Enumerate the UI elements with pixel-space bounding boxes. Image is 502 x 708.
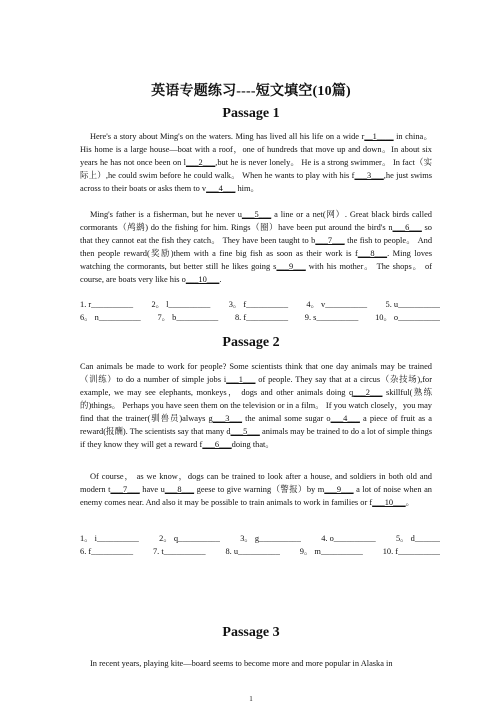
passage-text: skillful(熟练的)things。 Perhaps you have seen them on the television or in a film。 If you watch closely，you may find that the trainer(驯兽员)always g <box>80 388 432 423</box>
blank-1: ___1___ <box>226 375 256 384</box>
blank-5: ___5___ <box>230 427 260 436</box>
answer-blank: 10. f__________ <box>382 547 440 556</box>
passage-text: Can animals be made to work for people? Some scientists think that one day animals may be trained（训练）to do a number of simple jobs i <box>80 362 432 384</box>
passage-text: him。 <box>235 184 259 193</box>
passage-text: Of course， as we know，dogs can be trained to look after a house, and soldiers in both old and modern t <box>80 472 432 494</box>
page-number: 1 <box>249 695 253 703</box>
passage-text: the animal some sugar o <box>242 414 331 423</box>
blank-2: ___2___ <box>353 388 383 397</box>
answer-blank: 9. s__________ <box>304 313 359 322</box>
passage-2-paragraph-1 <box>80 360 432 451</box>
answer-blank: 7. t__________ <box>152 547 206 556</box>
answer-blank: 2。 q__________ <box>159 534 220 543</box>
answer-blank: 6. f__________ <box>80 547 134 556</box>
passage-text: the fish to people。 And then people reward(奖励)them with a fine big fish as soon as their work is f <box>80 236 433 258</box>
passage-text: have u <box>139 485 165 494</box>
answer-blank: 2。 l__________ <box>151 300 211 309</box>
passage-text: ,but he is never lonely。 He is a strong swimmer。 In fact（实际上）,he could swim before he could walk。 When he wants to play with his f <box>80 158 432 180</box>
answer-row <box>80 545 440 558</box>
passage-text: animals may be trained to do a lot of simple things if they know they will get a reward f <box>80 427 433 449</box>
blank-10: ___10___ <box>185 275 220 284</box>
answer-row <box>80 311 440 324</box>
blank-10: ___10___ <box>372 498 406 507</box>
passage-text: with his mother。 The shops。 of course, are boats very like his o <box>80 262 432 284</box>
passage-3-paragraph-1 <box>80 657 432 670</box>
passage-2-heading: Passage 2 <box>222 335 280 350</box>
passage-text: . <box>219 275 222 284</box>
passage-text: Here's a story about Ming's on the waters. Ming has lived all his life on a wide r <box>90 132 365 141</box>
blank-2: ___2___ <box>185 158 216 167</box>
blank-3: ___3___ <box>212 414 243 423</box>
answer-blank: 1。 i__________ <box>80 534 139 543</box>
answer-blank: 10。 o__________ <box>375 313 440 322</box>
answer-blank: 1. r__________ <box>80 300 134 309</box>
passage-text: in china。His home is a large house—boat with a roof，one of hundreds that move up and down。In about six years he has not once been on l <box>80 132 432 167</box>
answer-blank: 8. u__________ <box>225 547 280 556</box>
blank-6: ___6___ <box>202 440 232 449</box>
passage-text: . Ming loves watching the cormorants, but better still he likes going s <box>80 249 433 271</box>
passage-1-paragraph-2 <box>80 208 432 286</box>
passage-1-answer-key <box>80 298 440 324</box>
passage-text: In recent years, playing kite—board seems to become more and more popular in Alaska in <box>90 659 393 668</box>
answer-blank: 5。 d______ <box>395 534 440 543</box>
answer-blank: 5. u__________ <box>385 300 440 309</box>
passage-2-paragraph-2 <box>80 470 432 509</box>
answer-row <box>80 298 440 311</box>
blank-1: __1____ <box>364 132 394 141</box>
blank-3: ___3___ <box>354 171 384 180</box>
answer-blank: 3。 g__________ <box>240 534 301 543</box>
passage-text: of people. They say that at a circus（杂技场),for example, we may see elephants, monkeys， dogs and other animals doing q <box>80 375 432 397</box>
blank-5: ___5___ <box>241 210 272 219</box>
passage-1-paragraph-1 <box>80 130 432 195</box>
blank-7: ___7___ <box>315 236 345 245</box>
passage-text: doing that。 <box>231 440 274 449</box>
answer-blank: 9。 m__________ <box>299 547 363 556</box>
passage-text: Ming's father is a fisherman, but he never u <box>90 210 242 219</box>
blank-7: ___7___ <box>110 485 140 494</box>
answer-row <box>80 532 440 545</box>
answer-blank: 4. o__________ <box>321 534 376 543</box>
document-title: 英语专题练习----短文填空(10篇) <box>151 84 351 99</box>
answer-blank: 6。 n__________ <box>80 313 141 322</box>
passage-text: geese to give warning（警报）by m <box>194 485 325 494</box>
blank-9: ___9___ <box>276 262 306 271</box>
blank-9: ___9___ <box>324 485 354 494</box>
passage-text: so that they cannot eat the fish they catch。 They have been taught to b <box>80 223 432 245</box>
answer-blank: 3。 f__________ <box>228 300 289 309</box>
blank-8: ___8___ <box>357 249 388 258</box>
answer-blank: 4。 v__________ <box>306 300 368 309</box>
passage-text: a lot of noise when an enemy comes near. And also it may be possible to train animals to work in families or f <box>80 485 432 507</box>
blank-8: ___8___ <box>164 485 195 494</box>
passage-3-heading: Passage 3 <box>222 625 280 640</box>
blank-4: ___4___ <box>330 414 360 423</box>
passage-1-heading: Passage 1 <box>222 106 280 121</box>
answer-blank: 7。 b__________ <box>157 313 219 322</box>
passage-2-answer-key <box>80 532 440 558</box>
passage-text: ,he just swims across to their boats or asks them to v <box>80 171 432 193</box>
passage-text: a line or a net(网）. Great black birds called cormorants（鸬鹚) do the fishing for him. Rings（圈）have been put around the bird's n <box>80 210 432 232</box>
passage-text: a piece of fruit as a reward(报酬). The scientists say that many d <box>80 414 432 436</box>
blank-4: ___4___ <box>206 184 236 193</box>
answer-blank: 8. f__________ <box>234 313 289 322</box>
passage-text: 。 <box>405 498 415 507</box>
blank-6: ___6___ <box>392 223 422 232</box>
